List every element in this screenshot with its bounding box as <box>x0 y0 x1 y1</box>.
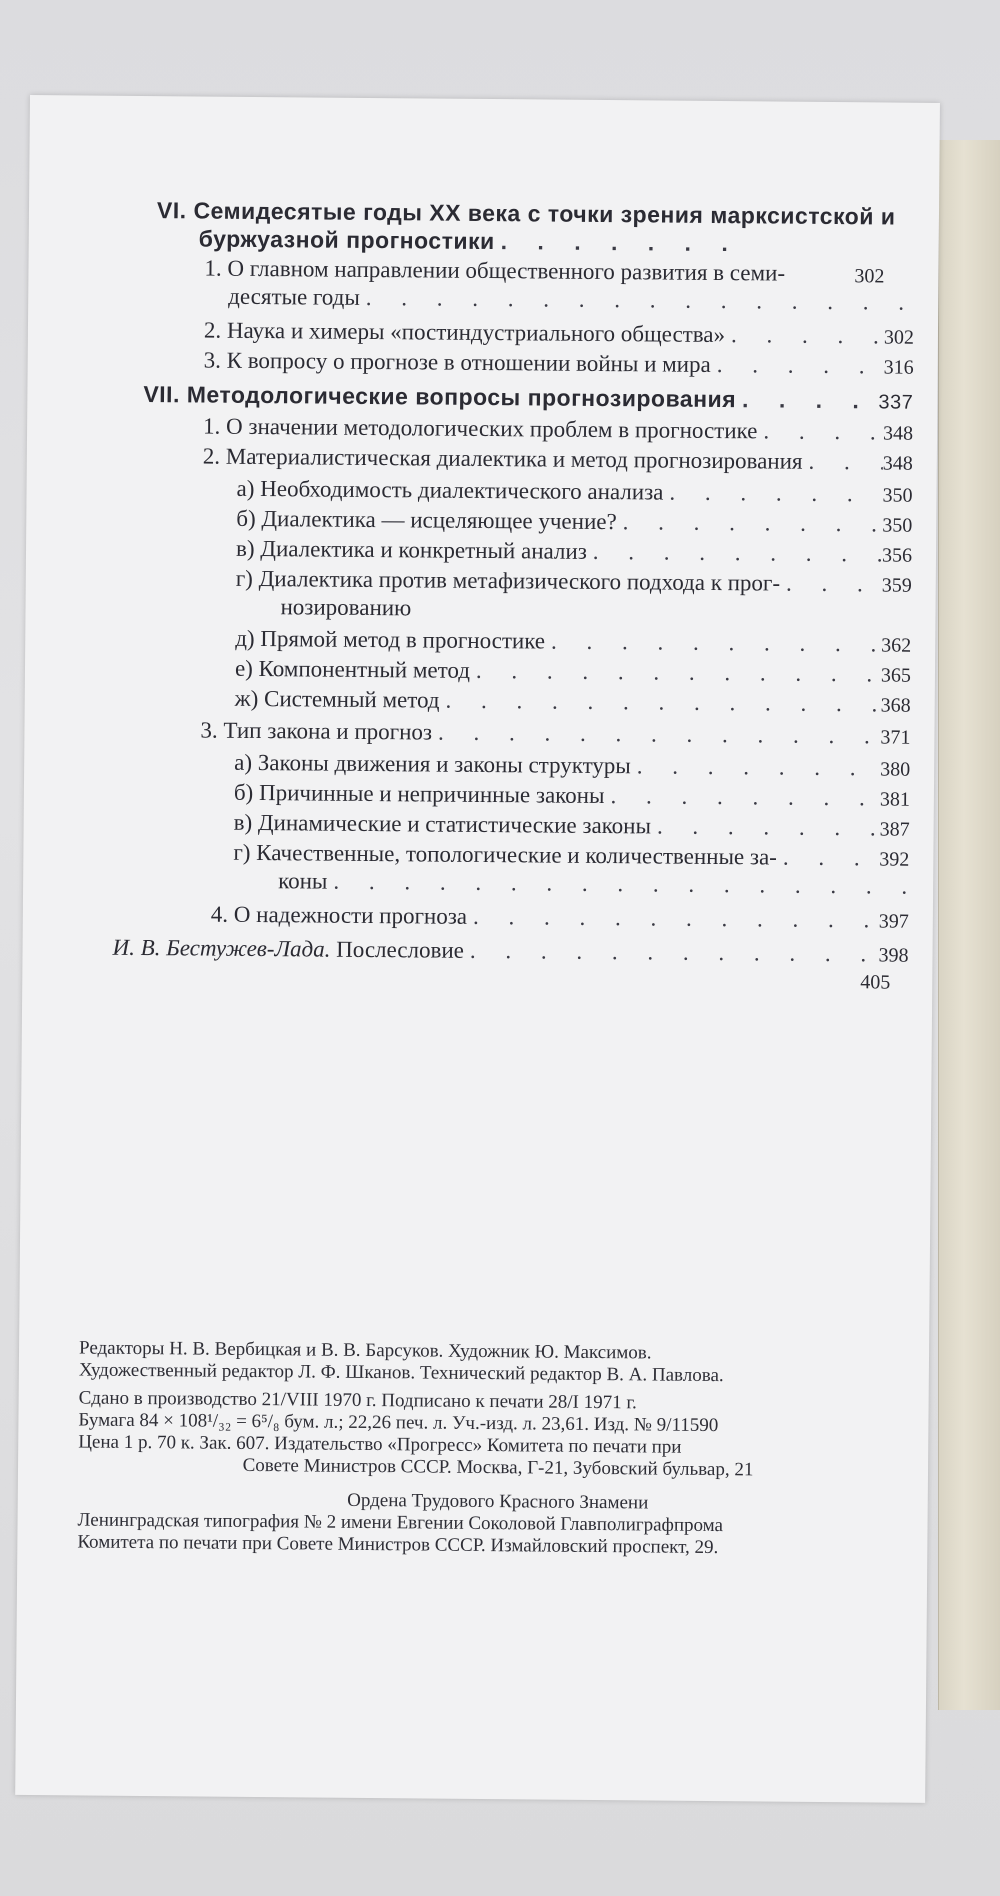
toc-item-page: 348 <box>882 452 913 475</box>
afterword-label <box>112 934 464 965</box>
toc-item-page: 348 <box>882 422 914 445</box>
toc-item-7-3c[interactable] <box>234 809 910 844</box>
toc-item-label: десятые годы <box>228 283 360 310</box>
toc-item-7-3b[interactable] <box>234 779 910 814</box>
toc-item-page: 371 <box>880 726 911 749</box>
toc-item-7-4[interactable] <box>211 901 909 936</box>
last-page-number: 405 <box>860 971 891 994</box>
toc-item-afterword[interactable] <box>112 934 908 970</box>
leader-dots <box>467 903 879 935</box>
toc-item-7-2[interactable] <box>203 443 913 478</box>
toc-item-label: а) Необходимость диалектического анализа <box>236 475 664 505</box>
toc-item-7-2g[interactable] <box>235 685 911 720</box>
leader-dots <box>432 719 881 751</box>
toc-item-page: 392 <box>879 848 910 871</box>
toc-item-7-1[interactable] <box>203 413 913 448</box>
toc-item-6-1[interactable] <box>228 283 908 317</box>
leader-dots <box>587 538 882 569</box>
leader-dots <box>757 417 883 446</box>
toc-item-label: д) Прямой метод в прогностике <box>235 625 546 654</box>
toc-item-label: 2. Материалистическая диалектика и метод прогнозирования <box>202 443 803 474</box>
imprint-order: Ордена Трудового Красного Знамени <box>347 1489 649 1514</box>
leader-dots <box>663 479 882 509</box>
toc-item-page: 398 <box>878 944 909 967</box>
book-page <box>15 95 940 1803</box>
toc-item-label: 4. О надежности прогноза <box>210 901 468 929</box>
leader-dots <box>780 570 882 599</box>
toc-item-label: г) Качественные, топологические и количественные за- <box>233 839 778 870</box>
toc-item-page: 359 <box>881 574 912 597</box>
section-6-number: VI. <box>156 197 187 224</box>
section-7-title <box>143 380 736 413</box>
leader-dots <box>725 321 884 350</box>
leader-dots <box>604 782 880 812</box>
imprint-editors: Редакторы Н. В. Вербицкая и В. В. Барсуков. Художник Ю. Максимов. <box>78 1337 652 1364</box>
imprint-address: Совете Министров СССР. Москва, Г-21, Зубовский бульвар, 21 <box>242 1454 754 1481</box>
toc-item-label: ж) Системный метод <box>234 685 440 713</box>
afterword-title: Послесловие <box>336 936 465 963</box>
toc-item-page: 350 <box>882 484 913 507</box>
toc-item-7-2b[interactable] <box>236 505 912 540</box>
imprint-committee: Комитета по печати при Совете Министров СССР. Измайловский проспект, 29. <box>77 1531 719 1559</box>
toc-item-page: 350 <box>882 514 913 537</box>
toc-item-label: 2. Наука и химеры «постиндустриального общества» <box>203 317 726 348</box>
table-of-contents <box>30 95 940 994</box>
leader-dots <box>470 657 881 689</box>
section-6-title-line2: буржуазной прогностики <box>198 225 495 255</box>
toc-item-label: 1. О значении методологических проблем в прогностике <box>203 413 758 444</box>
toc-item-page: 380 <box>880 758 911 781</box>
toc-item-6-1-page: 302 <box>854 265 885 288</box>
toc-item-page: 337 <box>878 391 914 414</box>
toc-item-7-3a[interactable] <box>234 749 910 784</box>
imprint-price: Цена 1 р. 70 к. Зак. 607. Издательство «Прогресс» Комитета по печати при <box>78 1431 682 1458</box>
leader-dots <box>777 844 880 873</box>
toc-item-7-3d-line2 <box>278 867 909 901</box>
leader-dots <box>545 628 881 659</box>
toc-item-page: 397 <box>878 910 909 933</box>
toc-item-page: 362 <box>881 634 912 657</box>
toc-item-label: е) Компонентный метод <box>234 655 471 683</box>
section-7-number: VII. <box>143 381 181 408</box>
leader-dots <box>617 508 883 538</box>
leader-dots <box>802 448 883 477</box>
toc-item-7-2a[interactable] <box>236 475 912 510</box>
section-7-heading[interactable] <box>143 380 913 417</box>
toc-item-label: б) Диалектика — исцеляющее учение? <box>236 505 617 535</box>
afterword-author: И. В. Бестужев-Лада. <box>112 934 331 962</box>
leader-dots <box>464 937 879 969</box>
leader-dots <box>439 687 880 719</box>
leader-dots <box>327 868 909 901</box>
leader-dots <box>711 351 884 381</box>
toc-item-label: а) Законы движения и законы структуры <box>234 749 631 779</box>
toc-item-page: 365 <box>880 664 912 687</box>
toc-item-6-1-line1[interactable]: 1. О главном направлении общественного развития в семи- <box>204 255 786 286</box>
toc-item-label: 3. Тип закона и прогноз <box>200 717 433 745</box>
section-7-title-text: Методологические вопросы прогнозирования <box>186 381 737 413</box>
toc-item-label: в) Диалектика и конкретный анализ <box>235 535 587 564</box>
section-6-title-line2-row[interactable] <box>199 224 759 257</box>
toc-item-page: 381 <box>879 788 910 811</box>
leader-dots <box>495 227 759 257</box>
toc-item-page: 387 <box>879 818 910 841</box>
toc-item-page: 316 <box>883 356 914 379</box>
toc-item-label: г) Диалектика против метафизического подхода к прог- <box>235 565 781 596</box>
toc-item-page: 368 <box>880 694 911 717</box>
imprint-paper: Бумага 84 × 108¹/₃₂ = 6⁵/₈ бум. л.; 22,26 печ. л. Уч.-изд. л. 23,61. Изд. № 9/11590 <box>78 1409 719 1437</box>
imprint-dates: Сдано в производство 21/VIII 1970 г. Подписано к печати 28/I 1971 г. <box>78 1387 637 1414</box>
imprint-printer: Ленинградская типография № 2 имени Евгении Соколовой Главполиграфпрома <box>77 1509 724 1537</box>
toc-item-page: 356 <box>881 544 913 567</box>
leader-dots <box>736 385 879 414</box>
toc-item-6-2[interactable] <box>204 317 914 352</box>
toc-item-7-2e[interactable] <box>235 625 911 660</box>
toc-item-6-3[interactable] <box>204 347 914 382</box>
toc-item-label: в) Динамические и статистические законы <box>233 809 652 839</box>
section-6-title-line1: Семидесятые годы XX века с точки зрения марксистской и <box>193 197 896 230</box>
leader-dots <box>631 752 881 782</box>
next-page-edge <box>938 140 1000 1710</box>
leader-dots <box>360 284 909 317</box>
toc-item-label: коны <box>278 868 328 894</box>
toc-item-label: б) Причинные и непричинные законы <box>233 779 605 809</box>
toc-item-7-2f[interactable] <box>235 655 911 690</box>
imprint-art-editors: Художественный редактор Л. Ф. Шканов. Технический редактор В. А. Павлова. <box>78 1359 724 1387</box>
toc-item-label: 3. К вопросу о прогнозе в отношении войны и мира <box>203 347 711 377</box>
toc-item-7-2c[interactable] <box>236 535 912 570</box>
leader-dots <box>651 812 880 842</box>
toc-item-page: 302 <box>883 326 915 349</box>
toc-item-7-3[interactable] <box>200 717 910 752</box>
toc-item-7-2d-line2: нозированию <box>280 594 412 621</box>
